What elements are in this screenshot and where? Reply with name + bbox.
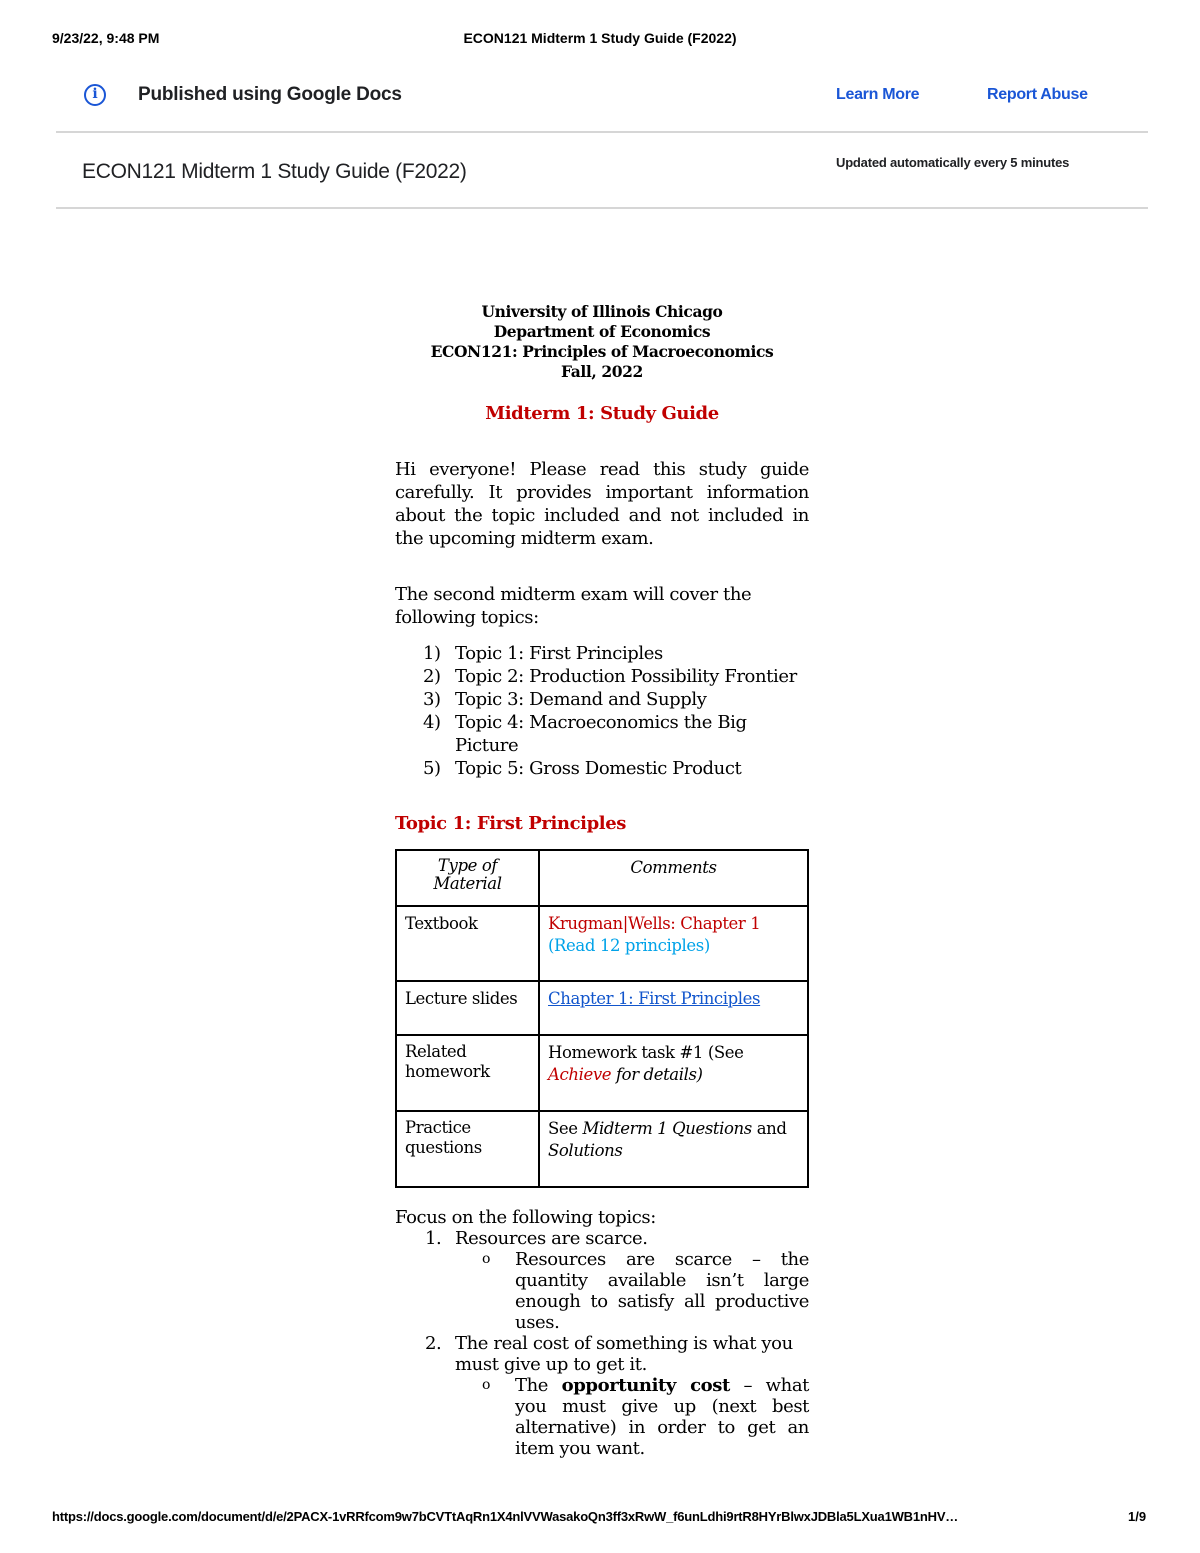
list-text: Topic 1: First Principles [455,643,663,664]
list-number: 5) [423,758,441,779]
info-icon: i [84,84,106,106]
print-title: ECON121 Midterm 1 Study Guide (F2022) [463,30,737,46]
list-number: 2. [425,1333,442,1354]
practice-text: Solutions [548,1141,623,1160]
update-notice: Updated automatically every 5 minutes [836,155,1070,170]
sub-text: The [515,1375,562,1396]
header-line: Department of Economics [493,322,711,341]
practice-text: and [751,1119,787,1138]
list-item [395,642,809,665]
table-cell: Practice questions [396,1111,539,1187]
header-line: University of Illinois Chicago [481,302,723,321]
list-text: Topic 5: Gross Domestic Product [455,758,742,779]
header-line: Fall, 2022 [561,362,643,381]
list-number: 2) [423,666,441,687]
table-header-comments: Comments [539,850,808,906]
list-number: 4) [423,712,441,733]
table-cell: Lecture slides [396,981,539,1035]
table-cell [539,906,808,981]
sub-text: – what you must give up (next best alternative) in order to get an item you want. [515,1375,810,1459]
intro-paragraph: Hi everyone! Please read this study guide carefully. It provides important information about the topic included and not included in the upcoming midterm exam. [395,459,809,549]
table-cell: Textbook [396,906,539,981]
list-item [395,665,809,688]
document-title: ECON121 Midterm 1 Study Guide (F2022) [82,160,467,183]
materials-table [395,849,809,1188]
coverage-intro: The second midterm exam will cover the following topics: [395,584,752,628]
list-item [395,757,809,780]
homework-text: for details) [611,1065,703,1084]
list-text: The real cost of something is what you must give up to get it. [455,1333,793,1375]
practice-text: See [548,1119,583,1138]
sub-list-item [395,1375,809,1459]
list-item [395,1228,809,1249]
focus-intro: Focus on the following topics: [395,1207,656,1228]
table-cell: Related homework [396,1035,539,1111]
homework-text: Homework task #1 (See [548,1043,744,1062]
table-header-type: Type of Material [396,850,539,906]
textbook-reference: Krugman|Wells: Chapter 1 [548,914,761,933]
achieve-link[interactable]: Achieve [548,1065,612,1084]
sub-text: Resources are scarce – the quantity available isn’t large enough to satisfy all productive uses. [515,1249,809,1333]
list-number: 3) [423,689,441,710]
report-abuse-link[interactable]: Report Abuse [987,86,1088,103]
guide-title: Midterm 1: Study Guide [485,403,719,424]
list-item [395,688,809,711]
footer-url: https://docs.google.com/document/d/e/2PACX-1vRRfcom9w7bCVTtAqRn1X4nlVVWasakoQn3ff3xRwW_f6unLdhi9rtR8HYrBlwxJDBla5LXua1WB1nHV… [52,1509,959,1524]
section-title: Topic 1: First Principles [395,813,626,834]
list-item [395,711,809,757]
lecture-slides-link[interactable]: Chapter 1: First Principles [548,989,761,1008]
sub-text-bold: opportunity cost [561,1375,730,1396]
focus-section [395,1207,809,1459]
sub-list-item [395,1249,809,1333]
list-number: 1) [423,643,441,664]
textbook-note: (Read 12 principles) [548,936,710,955]
table-cell [539,1111,808,1187]
list-text: Topic 4: Macroeconomics the Big Picture [455,712,747,756]
bullet-icon: o [482,1377,491,1393]
list-text: Topic 2: Production Possibility Frontier [455,666,797,687]
page-number: 1/9 [1128,1509,1147,1524]
header-line: ECON121: Principles of Macroeconomics [430,342,774,361]
list-text: Topic 3: Demand and Supply [455,689,707,710]
list-text: Resources are scarce. [455,1228,648,1249]
list-number: 1. [425,1228,442,1249]
university-header [395,302,809,382]
divider [56,131,1148,133]
table-cell [539,981,808,1035]
divider [56,207,1148,209]
learn-more-link[interactable]: Learn More [836,86,920,103]
list-item [395,1333,809,1375]
published-notice: Published using Google Docs [138,84,402,105]
table-cell [539,1035,808,1111]
print-datetime: 9/23/22, 9:48 PM [52,30,160,46]
bullet-icon: o [482,1251,491,1267]
practice-text: Midterm 1 Questions [582,1119,752,1138]
topics-list [395,642,809,780]
